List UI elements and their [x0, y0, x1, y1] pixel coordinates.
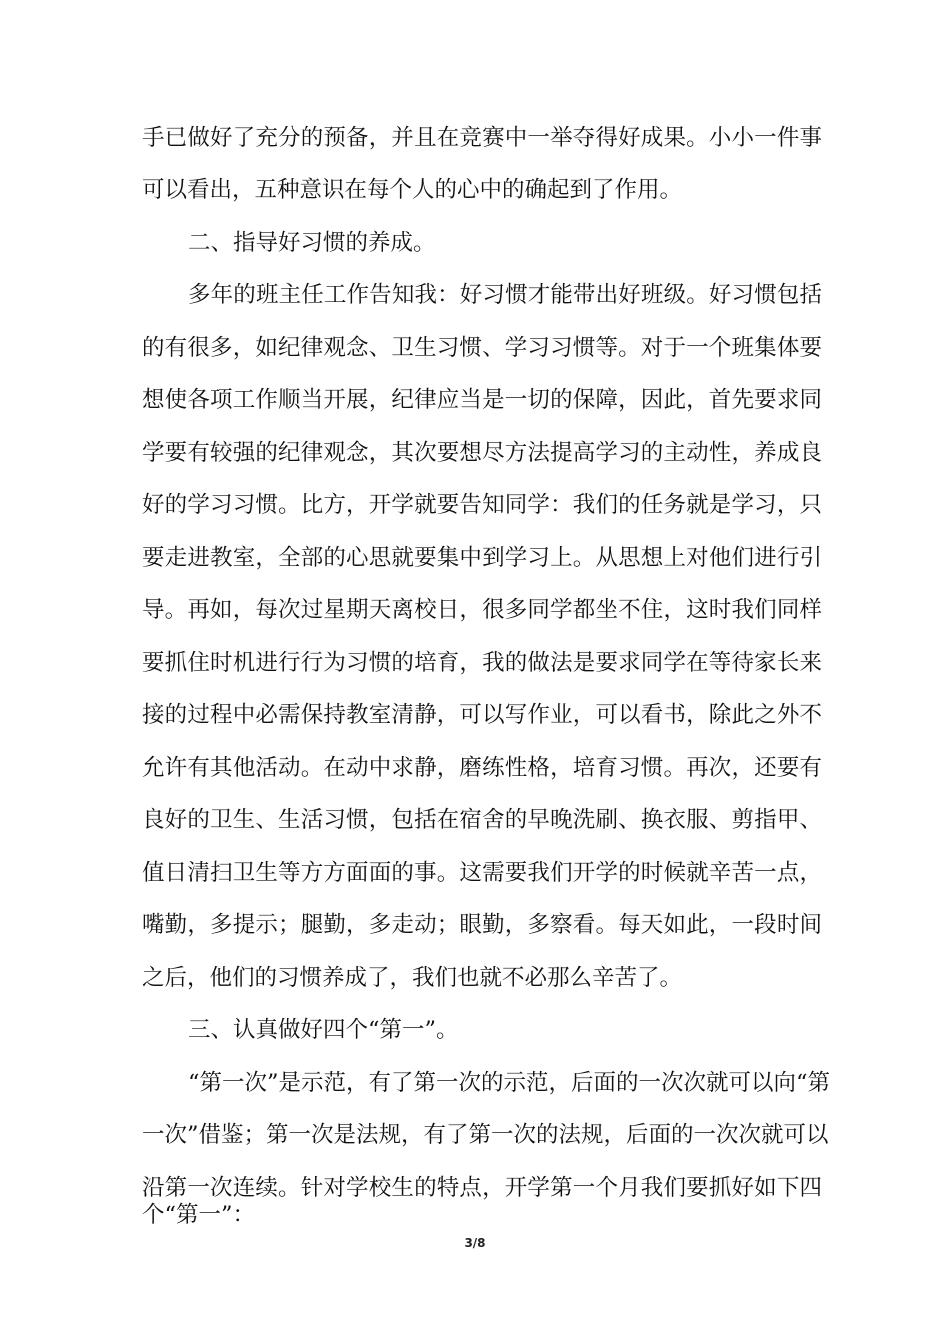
paragraph-line: 允许有其他活动。在动中求静，磨练性格，培育习惯。再次，还要有	[142, 755, 822, 781]
paragraph-line: 手已做好了充分的预备，并且在竞赛中一举夺得好成果。小小一件事	[142, 125, 822, 151]
section-heading: 三、认真做好四个“第一”。	[188, 1017, 459, 1043]
paragraph-line: 良好的卫生、生活习惯，包括在宿舍的早晚洗刷、换衣服、剪指甲、	[142, 807, 822, 833]
page-number: 3/8	[464, 1236, 486, 1250]
paragraph-line: “第一次”是示范，有了第一次的示范，后面的一次次就可以向“第	[188, 1070, 831, 1096]
paragraph-line: 的有很多，如纪律观念、卫生习惯、学习习惯等。对于一个班集体要	[142, 335, 822, 361]
paragraph-line: 要抓住时机进行行为习惯的培育，我的做法是要求同学在等待家长来	[142, 650, 822, 676]
paragraph-line: 一次”借鉴；第一次是法规，有了第一次的法规，后面的一次次就可以	[142, 1122, 829, 1148]
paragraph-line: 值日清扫卫生等方方面面的事。这需要我们开学的时候就辛苦一点，	[142, 860, 822, 886]
paragraph-line: 多年的班主任工作告知我：好习惯才能带出好班级。好习惯包括	[188, 282, 822, 308]
paragraph-line: 接的过程中必需保持教室清静，可以写作业，可以看书，除此之外不	[142, 702, 822, 728]
paragraph-line: 导。再如，每次过星期天离校日，很多同学都坐不住，这时我们同样	[142, 597, 822, 623]
paragraph-line: 个“第一”：	[142, 1202, 256, 1228]
paragraph-line: 学要有较强的纪律观念，其次要想尽方法提高学习的主动性，养成良	[142, 440, 822, 466]
paragraph-line: 要走进教室，全部的心思就要集中到学习上。从思想上对他们进行引	[142, 545, 822, 571]
paragraph-line: 好的学习习惯。比方，开学就要告知同学：我们的任务就是学习，只	[142, 492, 822, 518]
paragraph-line: 想使各项工作顺当开展，纪律应当是一切的保障，因此，首先要求同	[142, 387, 822, 413]
section-heading: 二、指导好习惯的养成。	[188, 230, 436, 256]
paragraph-line: 之后，他们的习惯养成了，我们也就不必那么辛苦了。	[142, 965, 683, 991]
paragraph-line: 可以看出，五种意识在每个人的心中的确起到了作用。	[142, 177, 683, 203]
paragraph-line: 沿第一次连续。针对学校生的特点，开学第一个月我们要抓好如下四	[142, 1175, 822, 1201]
paragraph-line: 嘴勤，多提示；腿勤，多走动；眼勤，多察看。每天如此，一段时间	[142, 912, 822, 938]
